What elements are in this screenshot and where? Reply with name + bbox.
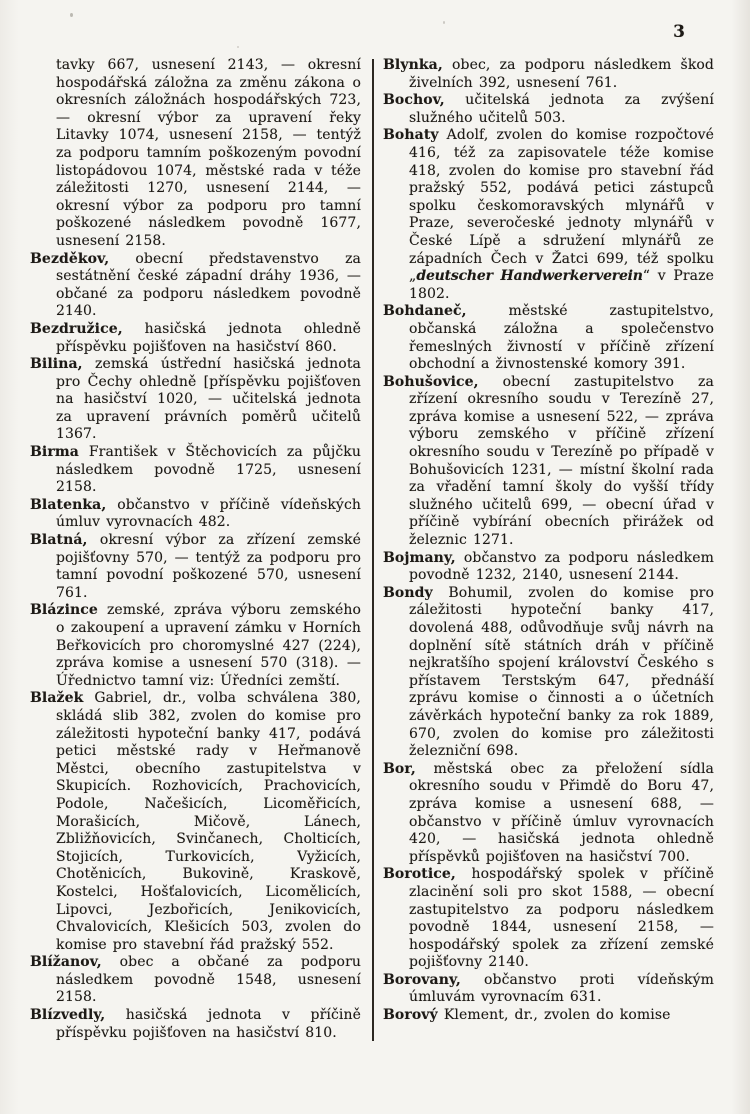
index-entry xyxy=(383,127,714,303)
entry-headword: Bondy xyxy=(383,584,433,601)
entry-text: obec a občané za podporu následkem povodně 1548, usnesení 2158. xyxy=(56,954,361,1006)
index-entry xyxy=(383,374,714,550)
entry-headword: Blatná, xyxy=(30,532,88,549)
entry-text: Klement, dr., zvolen do komise xyxy=(437,1007,671,1024)
index-entry xyxy=(30,602,361,690)
column-divider-rule xyxy=(372,59,374,1041)
index-entry xyxy=(383,761,714,867)
index-entry xyxy=(383,1007,714,1025)
index-entry xyxy=(30,444,361,497)
entry-headword: Bezdružice, xyxy=(30,320,123,337)
index-column-right xyxy=(383,57,714,1025)
entry-text: hospodářský spolek v příčině zlacinění soli pro skot 1588, — obecní zastupitelstvo za podporu následkem povodně 1844, usnesení 2158, — hospodářský spolek za zřízení zemské pojišťovny 2140. xyxy=(409,866,714,971)
index-entry xyxy=(383,550,714,585)
index-entry xyxy=(30,356,361,444)
entry-text: občanstvo za podporu následkem povodně 1232, 2140, usnesení 2144. xyxy=(409,549,714,584)
entry-text: zemské, zpráva výboru zemského o zakoupení a upravení zámku v Horních Beřkovicích pro choromyslné 427 (224), zpráva komise a usnesení 570 (318). — Úřednictvo tamní viz: Úředníci zemští. xyxy=(56,602,361,689)
continued-entry xyxy=(30,57,361,251)
entry-headword: Bochov, xyxy=(383,92,445,109)
entry-headword: Bilina, xyxy=(30,356,83,373)
entry-headword: Blynka, xyxy=(383,57,443,73)
entry-text: zemská ústřední hasičská jednota pro Čechy ohledně [příspěvku pojišťoven na hasičství 1020, — učitelská jednota za upravení právních poměrů učitelů 1367. xyxy=(56,356,361,443)
entry-headword: Bor, xyxy=(383,760,416,777)
entry-text: “ v Praze 1802. xyxy=(409,268,714,302)
entry-text: obecní zastupitelstvo za zřízení okresního soudu v Terezíně 27, zpráva komise a usnesení 522, — zpráva výboru zemského v příčině zřízení okresního soudu v Terezíně po případě v Bohušovicích 1231, — místní školní rada za vřadění tamní školy do vyšší třídy služného učitelů 699, — obecní úřad v příčině vybírání obecních přirážek od železnic 1271. xyxy=(409,373,714,549)
index-entry xyxy=(383,585,714,761)
entry-text: Adolf, zvolen do komise rozpočtové 416, též za zapisovatele téže komise 418, zvolen do komise pro stavební řád pražský 552, podává petici zástupců spolku českomoravských mlynářů v Praze, severočeské jednoty mlynářů v České Lípě a sdružení mlynářů ze západních Čech v Žatci 699, též spolku „ xyxy=(409,127,714,285)
entry-headword: Blízvedly, xyxy=(30,1007,106,1024)
entry-text: učitelská jednota za zvýšení služného učitelů 503. xyxy=(409,92,714,126)
index-column-left xyxy=(30,57,361,1042)
entry-headword: Blázince xyxy=(30,602,98,619)
entry-headword: Borovany, xyxy=(383,971,461,988)
index-entry xyxy=(30,532,361,602)
entry-headword: Birma xyxy=(30,444,79,461)
index-entry xyxy=(383,972,714,1007)
entry-text: obecní představenstvo za sestátnění české západní dráhy 1936, — občané za podporu následkem povodně 2140. xyxy=(56,250,361,320)
entry-text: tavky 667, usnesení 2143, — okresní hospodářská záložna za změnu zákona o okresních záložnách hospodářských 723, — okresní výbor za upravení řeky Litavky 1074, usnesení 2158, — tentýž za podporu tamním poškozeným povodní listopádovou 1074, městské rada v téže záležitosti 1270, usnesení 2144, — okresní výbor za podporu pro tamní poškozené následkem povodně 1677, usnesení 2158. xyxy=(56,57,361,249)
entry-text: František v Štěchovicích za půjčku následkem povodně 1725, usnesení 2158. xyxy=(56,444,361,496)
entry-headword: Bojmany, xyxy=(383,549,456,566)
index-entry xyxy=(30,690,361,954)
index-entry xyxy=(30,1007,361,1042)
entry-text: hasičská jednota v příčině příspěvku pojišťoven na hasičství 810. xyxy=(56,1007,361,1041)
entry-headword: Bohaty xyxy=(383,127,439,144)
index-entry xyxy=(30,251,361,321)
index-entry xyxy=(383,57,714,92)
entry-text: hasičská jednota ohledně příspěvku pojišťoven na hasičství 860. xyxy=(56,320,361,355)
entry-text: Bohumil, zvolen do komise pro záležitosti hypoteční banky 417, dovolená 488, odůvodňuje svůj návrh na doplnění sítě státních dráh v příčině nejkratšího spojení království Českého s přístavem Terstským 647, přednáší zprávu komise o činnosti a o účetních závěrkách hypoteční banky za rok 1889, 670, zvolen do komise pro záležitosti železniční 698. xyxy=(409,584,714,760)
scan-speck xyxy=(443,21,445,24)
entry-text: obec, za podporu následkem škod živelních 392, usnesení 761. xyxy=(409,57,714,91)
index-entry xyxy=(30,497,361,532)
entry-headword: Borový xyxy=(383,1007,438,1024)
index-entry xyxy=(30,954,361,1007)
entry-headword: Bezděkov, xyxy=(30,250,110,267)
entry-text: občanstvo v příčině vídeňských úmluv vyrovnacích 482. xyxy=(56,496,361,531)
entry-headword: Bohdaneč, xyxy=(383,303,467,320)
entry-headword: Bohušovice, xyxy=(383,373,479,390)
scan-speck xyxy=(70,13,73,17)
scan-speck xyxy=(237,46,239,48)
page-number: 3 xyxy=(673,22,685,42)
index-columns xyxy=(30,57,720,1042)
fraktur-text: deutscher Handwerkerverein xyxy=(416,268,643,285)
entry-text: městské zastupitelstvo, občanská záložna a společenstvo řemeslných živností v příčině zřízení obchodní a živnostenské komory 391. xyxy=(409,303,714,373)
entry-text: okresní výbor za zřízení zemské pojišťovny 570, — tentýž za podporu pro tamní povodní poškozené 570, usnesení 761. xyxy=(56,532,361,601)
entry-headword: Blížanov, xyxy=(30,954,102,971)
entry-headword: Borotice, xyxy=(383,866,456,883)
index-entry xyxy=(30,321,361,356)
entry-text: Gabriel, dr., volba schválena 380, skládá slib 382, zvolen do komise pro záležitosti hypoteční banky 417, podává petici městské rady v Heřmanově Městci, obecního zastupitelstva v Skupicích. Rozhovicích, Prachovicích, Podole, Načešicích, Licoměřicích, Morašicích, Mičově, Lánech, Zbližňovicích, Svinčanech, Cholticích, Stojicích, Turkovicích, Vyžicích, Chotěnicích, Bukovině, Kraskově, Kostelci, Hošťalovicích, Licomělicích, Lipovci, Jezbořicích, Jenikovicích, Chvalovicích, Klešicích 503, zvolen do komise pro stavební řád pražský 552. xyxy=(56,690,361,953)
entry-headword: Blatenka, xyxy=(30,496,107,513)
index-entry xyxy=(383,866,714,972)
entry-text: občanstvo proti vídeňským úmluvám vyrovnacím 631. xyxy=(409,971,714,1006)
entry-headword: Blažek xyxy=(30,690,84,707)
index-entry xyxy=(383,303,714,373)
index-entry xyxy=(383,92,714,127)
entry-text: městská obec za přeložení sídla okresního soudu v Přimdě do Boru 47, zpráva komise a usnesení 688, — občanstvo v příčině úmluv vyrovnacích 420, — hasičská jednota ohledně příspěvků pojišťoven na hasičství 700. xyxy=(409,760,714,865)
